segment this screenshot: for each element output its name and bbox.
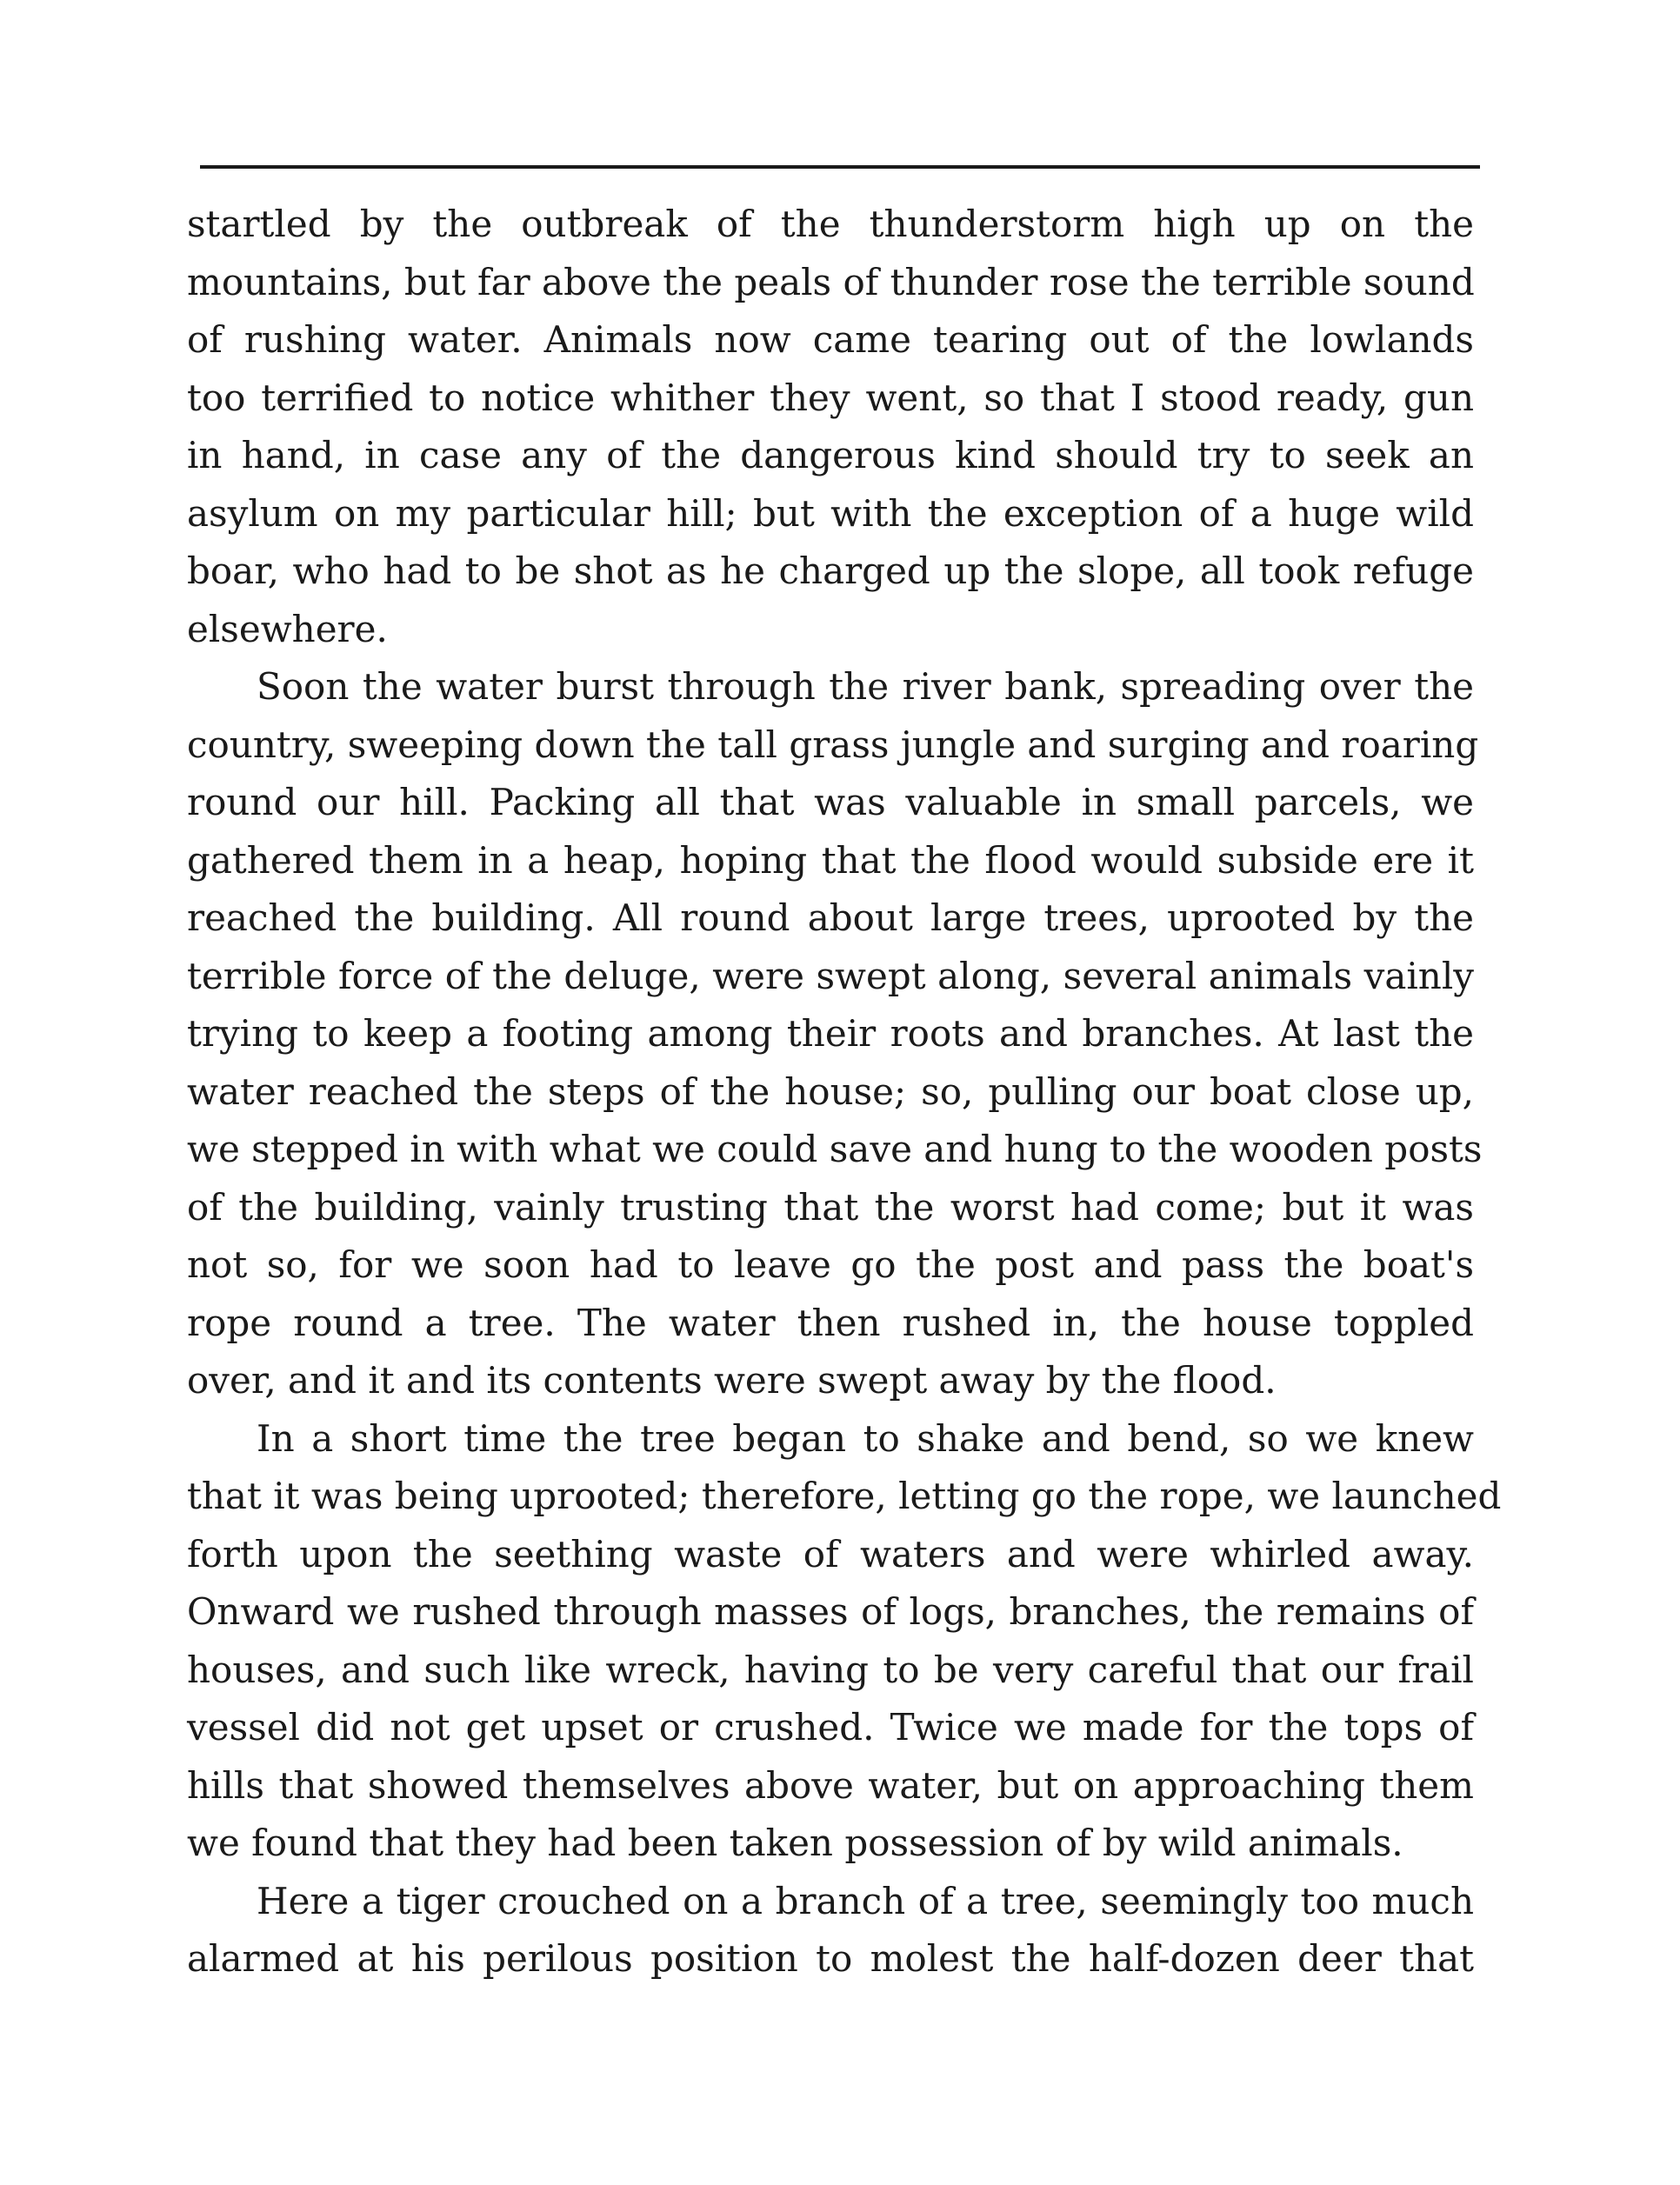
text-line: forth upon the seething waste of waters and were whirled away. bbox=[187, 1532, 1474, 1575]
text-line: too terrified to notice whither they went, so that I stood ready, gun bbox=[187, 376, 1474, 419]
text-line: of the building, vainly trusting that the worst had come; but it was bbox=[187, 1185, 1474, 1229]
text-line: we found that they had been taken possession of by wild animals. bbox=[187, 1822, 1403, 1864]
paragraph bbox=[187, 196, 1474, 658]
text-line: Here a tiger crouched on a branch of a tree, seemingly too much bbox=[257, 1879, 1474, 1922]
text-line: we stepped in with what we could save and hung to the wooden posts bbox=[187, 1128, 1483, 1170]
text-line: round our hill. Packing all that was valuable in small parcels, we bbox=[187, 781, 1474, 823]
text-line: reached the building. All round about large trees, uprooted by the bbox=[187, 896, 1474, 939]
text-line: houses, and such like wreck, having to be very careful that our frail bbox=[187, 1648, 1474, 1691]
paragraph bbox=[187, 1873, 1474, 1988]
header-rule bbox=[200, 165, 1480, 169]
text-line: Soon the water burst through the river bank, spreading over the bbox=[257, 665, 1474, 708]
paragraph bbox=[187, 1410, 1502, 1873]
body-text bbox=[187, 196, 1502, 1988]
text-line: vessel did not get upset or crushed. Twice we made for the tops of bbox=[187, 1706, 1474, 1749]
text-line: rope round a tree. The water then rushed in, the house toppled bbox=[187, 1301, 1474, 1344]
text-line: mountains, but far above the peals of thunder rose the terrible sound bbox=[187, 260, 1475, 303]
paragraph bbox=[187, 658, 1483, 1410]
text-line: trying to keep a footing among their roots and branches. At last the bbox=[187, 1012, 1474, 1055]
text-line: of rushing water. Animals now came tearing out of the lowlands bbox=[187, 318, 1474, 361]
text-line: terrible force of the deluge, were swept along, several animals vainly bbox=[187, 954, 1474, 997]
text-line: boar, who had to be shot as he charged up the slope, all took refuge bbox=[187, 550, 1474, 592]
text-line: alarmed at his perilous position to molest the half-dozen deer that bbox=[187, 1937, 1474, 1980]
text-line: gathered them in a heap, hoping that the flood would subside ere it bbox=[187, 838, 1474, 882]
text-line: Onward we rushed through masses of logs, branches, the remains of bbox=[187, 1590, 1474, 1633]
text-line: elsewhere. bbox=[187, 607, 388, 650]
text-line: water reached the steps of the house; so, pulling our boat close up, bbox=[187, 1069, 1474, 1113]
text-line: in hand, in case any of the dangerous kind should try to seek an bbox=[187, 434, 1474, 476]
text-line: hills that showed themselves above water, but on approaching them bbox=[187, 1763, 1474, 1807]
text-line: asylum on my particular hill; but with the exception of a huge wild bbox=[187, 491, 1474, 535]
text-line: that it was being uprooted; therefore, letting go the rope, we launched bbox=[187, 1475, 1502, 1517]
text-line: In a short time the tree began to shake and bend, so we knew bbox=[257, 1416, 1474, 1460]
text-line: country, sweeping down the tall grass jungle and surging and roaring bbox=[187, 723, 1479, 766]
text-line: over, and it and its contents were swept away by the flood. bbox=[187, 1359, 1277, 1402]
text-line: startled by the outbreak of the thunderstorm high up on the bbox=[187, 203, 1474, 245]
text-line: not so, for we soon had to leave go the post and pass the boat's bbox=[187, 1243, 1474, 1286]
